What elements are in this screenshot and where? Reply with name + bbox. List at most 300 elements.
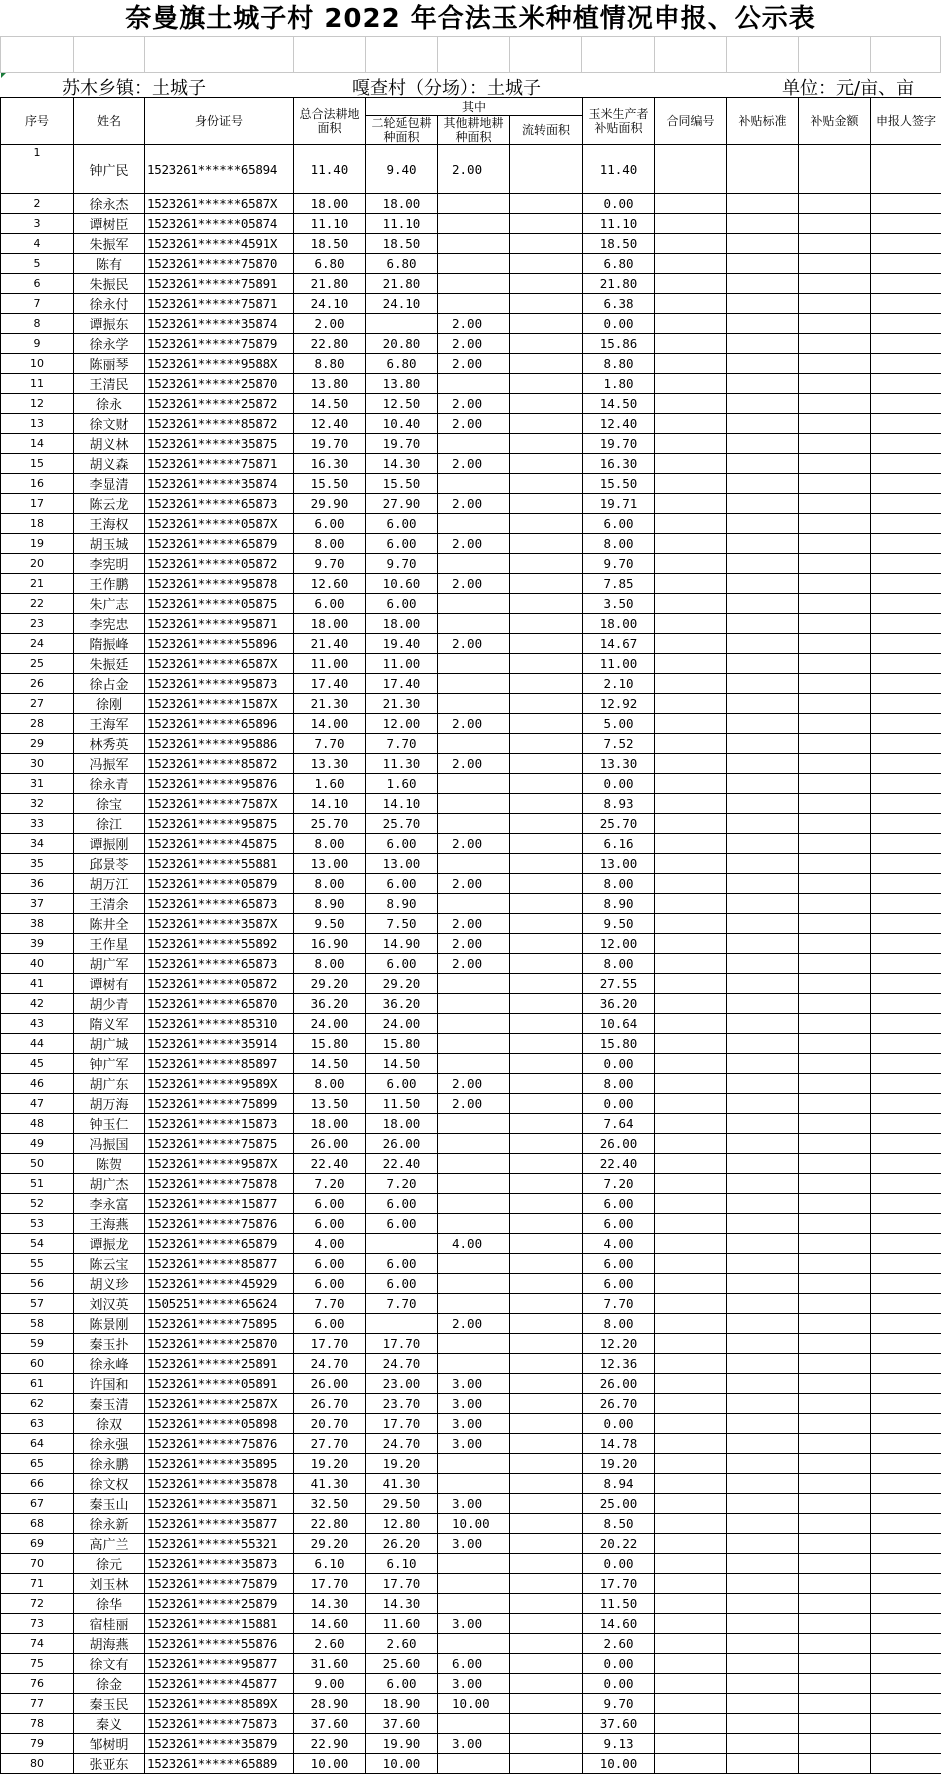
row-id-number: 1523261******75875 [145, 1134, 294, 1154]
row-transfer-area [510, 1694, 583, 1714]
row-subsidy-standard [727, 1274, 799, 1294]
row-subsidy-standard [727, 354, 799, 374]
row-contract-no [655, 1494, 727, 1514]
row-name: 秦玉清 [74, 1394, 145, 1414]
row-name: 邹树明 [74, 1734, 145, 1754]
row-id-number: 1523261******25879 [145, 1594, 294, 1614]
row-subsidy-standard [727, 234, 799, 254]
row-signature [871, 374, 941, 394]
table-row [1, 874, 941, 894]
row-total-area: 6.00 [294, 1194, 366, 1214]
row-signature [871, 1014, 941, 1034]
row-contract-area [366, 1314, 438, 1334]
table-row [1, 1194, 941, 1214]
row-id-number: 1523261******05874 [145, 214, 294, 234]
row-contract-area: 10.60 [366, 574, 438, 594]
row-signature [871, 1494, 941, 1514]
row-total-area: 31.60 [294, 1654, 366, 1674]
row-transfer-area [510, 1154, 583, 1174]
row-contract-area [366, 1234, 438, 1254]
table-row [1, 1394, 941, 1414]
row-id-number: 1523261******05891 [145, 1374, 294, 1394]
row-contract-no [655, 594, 727, 614]
row-signature [871, 774, 941, 794]
row-subsidy-amount [799, 754, 871, 774]
row-subsidy-amount [799, 1154, 871, 1174]
row-total-area: 13.30 [294, 754, 366, 774]
row-number: 42 [1, 994, 74, 1014]
row-other-area [438, 1254, 510, 1274]
row-subsidy-area: 11.00 [583, 654, 655, 674]
row-transfer-area [510, 214, 583, 234]
row-subsidy-standard [727, 1514, 799, 1534]
row-subsidy-amount [799, 314, 871, 334]
row-signature [871, 1114, 941, 1134]
row-contract-no [655, 1414, 727, 1434]
table-row [1, 254, 941, 274]
row-contract-no [655, 1154, 727, 1174]
row-signature [871, 254, 941, 274]
row-subsidy-standard [727, 1074, 799, 1094]
table-row [1, 1714, 941, 1734]
row-subsidy-standard [727, 1194, 799, 1214]
row-number: 26 [1, 674, 74, 694]
row-subsidy-amount [799, 614, 871, 634]
table-row [1, 954, 941, 974]
table-row [1, 614, 941, 634]
row-contract-area: 11.00 [366, 654, 438, 674]
row-name: 钟广民 [74, 145, 145, 194]
table-row [1, 1474, 941, 1494]
row-total-area: 22.80 [294, 334, 366, 354]
blank-spreadsheet-rows [0, 36, 941, 73]
table-row [1, 1074, 941, 1094]
header-amount: 补贴金额 [799, 98, 871, 145]
row-subsidy-amount [799, 1074, 871, 1094]
row-total-area: 36.20 [294, 994, 366, 1014]
row-subsidy-area: 6.00 [583, 1194, 655, 1214]
row-id-number: 1523261******25870 [145, 374, 294, 394]
row-contract-area: 6.00 [366, 1074, 438, 1094]
row-transfer-area [510, 1234, 583, 1254]
row-total-area: 8.90 [294, 894, 366, 914]
row-contract-area: 6.00 [366, 1214, 438, 1234]
row-signature [871, 474, 941, 494]
row-transfer-area [510, 1054, 583, 1074]
table-row [1, 814, 941, 834]
row-subsidy-amount [799, 974, 871, 994]
row-subsidy-standard [727, 314, 799, 334]
row-other-area [438, 854, 510, 874]
row-signature [871, 894, 941, 914]
table-row [1, 554, 941, 574]
row-subsidy-amount [799, 1754, 871, 1774]
row-contract-no [655, 834, 727, 854]
row-number: 54 [1, 1234, 74, 1254]
row-name: 李永富 [74, 1194, 145, 1214]
row-total-area: 41.30 [294, 1474, 366, 1494]
row-other-area [438, 994, 510, 1014]
row-subsidy-amount [799, 954, 871, 974]
row-contract-area: 6.00 [366, 1674, 438, 1694]
row-signature [871, 1234, 941, 1254]
row-contract-no [655, 145, 727, 194]
row-other-area [438, 374, 510, 394]
row-total-area: 17.40 [294, 674, 366, 694]
row-other-area [438, 294, 510, 314]
row-id-number: 1523261******45875 [145, 834, 294, 854]
row-subsidy-amount [799, 454, 871, 474]
row-id-number: 1523261******85877 [145, 1254, 294, 1274]
row-subsidy-standard [727, 1014, 799, 1034]
row-contract-area: 11.50 [366, 1094, 438, 1114]
row-total-area: 26.00 [294, 1134, 366, 1154]
row-signature [871, 574, 941, 594]
row-number: 72 [1, 1594, 74, 1614]
row-total-area: 6.00 [294, 1214, 366, 1234]
row-signature [871, 954, 941, 974]
row-number: 1 [1, 145, 74, 194]
row-contract-area: 11.60 [366, 1614, 438, 1634]
row-contract-area: 7.70 [366, 734, 438, 754]
row-contract-area: 10.00 [366, 1754, 438, 1774]
row-contract-area: 6.00 [366, 954, 438, 974]
row-id-number: 1523261******45877 [145, 1674, 294, 1694]
row-contract-no [655, 1254, 727, 1274]
row-other-area [438, 1754, 510, 1774]
row-signature [871, 1094, 941, 1114]
row-subsidy-area: 1.80 [583, 374, 655, 394]
row-contract-area: 6.00 [366, 874, 438, 894]
row-name: 朱振民 [74, 274, 145, 294]
row-id-number: 1523261******7587X [145, 794, 294, 814]
row-subsidy-amount [799, 1314, 871, 1334]
row-subsidy-area: 19.70 [583, 434, 655, 454]
row-total-area: 14.60 [294, 1614, 366, 1634]
row-contract-area: 36.20 [366, 994, 438, 1014]
row-other-area [438, 894, 510, 914]
row-transfer-area [510, 1034, 583, 1054]
row-contract-no [655, 454, 727, 474]
row-subsidy-area: 27.55 [583, 974, 655, 994]
row-transfer-area [510, 634, 583, 654]
row-subsidy-standard [727, 994, 799, 1014]
row-transfer-area [510, 1354, 583, 1374]
row-id-number: 1523261******65894 [145, 145, 294, 194]
row-subsidy-standard [727, 494, 799, 514]
row-subsidy-amount [799, 934, 871, 954]
row-subsidy-standard [727, 1594, 799, 1614]
row-subsidy-amount [799, 1454, 871, 1474]
row-id-number: 1523261******45929 [145, 1274, 294, 1294]
row-contract-no [655, 434, 727, 454]
row-transfer-area [510, 234, 583, 254]
row-transfer-area [510, 414, 583, 434]
row-name: 秦玉扑 [74, 1334, 145, 1354]
row-total-area: 12.40 [294, 414, 366, 434]
row-signature [871, 394, 941, 414]
row-contract-no [655, 1234, 727, 1254]
table-row [1, 1134, 941, 1154]
row-name: 胡义林 [74, 434, 145, 454]
row-subsidy-amount [799, 1734, 871, 1754]
row-other-area: 3.00 [438, 1674, 510, 1694]
row-id-number: 1523261******75895 [145, 1314, 294, 1334]
row-name: 秦玉山 [74, 1494, 145, 1514]
row-subsidy-amount [799, 374, 871, 394]
table-row [1, 274, 941, 294]
row-total-area: 32.50 [294, 1494, 366, 1514]
row-number: 15 [1, 454, 74, 474]
row-other-area: 2.00 [438, 394, 510, 414]
row-name: 陈贺 [74, 1154, 145, 1174]
row-subsidy-standard [727, 674, 799, 694]
row-subsidy-standard [727, 714, 799, 734]
row-contract-area: 19.70 [366, 434, 438, 454]
row-subsidy-standard [727, 1534, 799, 1554]
row-contract-area: 7.20 [366, 1174, 438, 1194]
table-row [1, 1514, 941, 1534]
row-transfer-area [510, 1714, 583, 1734]
row-other-area [438, 814, 510, 834]
header-total-area: 总合法耕地面积 [294, 98, 366, 145]
row-subsidy-area: 19.20 [583, 1454, 655, 1474]
row-contract-no [655, 1034, 727, 1054]
row-number: 48 [1, 1114, 74, 1134]
row-other-area [438, 594, 510, 614]
row-other-area [438, 774, 510, 794]
row-subsidy-area: 0.00 [583, 1674, 655, 1694]
row-number: 55 [1, 1254, 74, 1274]
table-row [1, 1534, 941, 1554]
row-other-area [438, 1554, 510, 1574]
row-signature [871, 1194, 941, 1214]
row-total-area: 20.70 [294, 1414, 366, 1434]
row-signature [871, 1034, 941, 1054]
row-contract-area: 12.00 [366, 714, 438, 734]
row-number: 19 [1, 534, 74, 554]
row-number: 47 [1, 1094, 74, 1114]
row-transfer-area [510, 494, 583, 514]
row-other-area [438, 1274, 510, 1294]
row-signature [871, 354, 941, 374]
row-name: 李宪忠 [74, 614, 145, 634]
row-number: 65 [1, 1454, 74, 1474]
row-subsidy-area: 6.00 [583, 1214, 655, 1234]
table-row [1, 194, 941, 214]
table-row [1, 494, 941, 514]
row-subsidy-standard [727, 1634, 799, 1654]
table-row [1, 734, 941, 754]
row-subsidy-amount [799, 1514, 871, 1534]
row-subsidy-area: 6.80 [583, 254, 655, 274]
row-total-area: 9.00 [294, 1674, 366, 1694]
row-name: 徐文财 [74, 414, 145, 434]
row-subsidy-amount [799, 394, 871, 414]
row-signature [871, 674, 941, 694]
table-row [1, 654, 941, 674]
row-id-number: 1523261******95878 [145, 574, 294, 594]
row-contract-no [655, 514, 727, 534]
row-transfer-area [510, 754, 583, 774]
row-other-area [438, 694, 510, 714]
table-row [1, 1294, 941, 1314]
row-contract-area: 24.70 [366, 1354, 438, 1374]
row-subsidy-standard [727, 954, 799, 974]
row-transfer-area [510, 1554, 583, 1574]
row-number: 4 [1, 234, 74, 254]
row-contract-no [655, 334, 727, 354]
row-transfer-area [510, 1334, 583, 1354]
row-subsidy-amount [799, 1634, 871, 1654]
row-number: 24 [1, 634, 74, 654]
row-other-area: 10.00 [438, 1514, 510, 1534]
row-contract-no [655, 214, 727, 234]
table-row [1, 1614, 941, 1634]
row-subsidy-amount [799, 1094, 871, 1114]
row-id-number: 1523261******05872 [145, 974, 294, 994]
row-total-area: 13.50 [294, 1094, 366, 1114]
row-transfer-area [510, 434, 583, 454]
table-row [1, 934, 941, 954]
row-subsidy-amount [799, 254, 871, 274]
row-id-number: 1523261******65889 [145, 1754, 294, 1774]
row-number: 75 [1, 1654, 74, 1674]
row-id-number: 1523261******65879 [145, 534, 294, 554]
table-row [1, 914, 941, 934]
row-subsidy-amount [799, 994, 871, 1014]
row-id-number: 1523261******55876 [145, 1634, 294, 1654]
row-transfer-area [510, 894, 583, 914]
row-subsidy-standard [727, 1734, 799, 1754]
row-id-number: 1523261******35874 [145, 474, 294, 494]
row-subsidy-standard [727, 1494, 799, 1514]
row-subsidy-amount [799, 694, 871, 714]
row-subsidy-standard [727, 1714, 799, 1734]
row-other-area: 2.00 [438, 1074, 510, 1094]
row-transfer-area [510, 694, 583, 714]
row-id-number: 1523261******35873 [145, 1554, 294, 1574]
row-contract-area: 21.30 [366, 694, 438, 714]
row-signature [871, 1574, 941, 1594]
row-name: 朱广志 [74, 594, 145, 614]
row-number: 38 [1, 914, 74, 934]
row-number: 18 [1, 514, 74, 534]
row-signature [871, 1394, 941, 1414]
row-total-area: 8.00 [294, 1074, 366, 1094]
row-subsidy-area: 0.00 [583, 1554, 655, 1574]
row-subsidy-area: 26.00 [583, 1374, 655, 1394]
row-id-number: 1523261******65896 [145, 714, 294, 734]
row-contract-no [655, 294, 727, 314]
row-total-area: 11.00 [294, 654, 366, 674]
row-signature [871, 1274, 941, 1294]
row-subsidy-standard [727, 1654, 799, 1674]
row-number: 49 [1, 1134, 74, 1154]
row-transfer-area [510, 474, 583, 494]
row-other-area: 2.00 [438, 1314, 510, 1334]
row-id-number: 1523261******55896 [145, 634, 294, 654]
table-row [1, 1234, 941, 1254]
row-total-area: 15.50 [294, 474, 366, 494]
row-subsidy-amount [799, 234, 871, 254]
row-subsidy-area: 4.00 [583, 1234, 655, 1254]
header-contract-no: 合同编号 [655, 98, 727, 145]
row-other-area: 3.00 [438, 1494, 510, 1514]
row-contract-area: 27.90 [366, 494, 438, 514]
row-signature [871, 1694, 941, 1714]
row-signature [871, 974, 941, 994]
row-subsidy-amount [799, 874, 871, 894]
row-total-area: 14.00 [294, 714, 366, 734]
row-subsidy-standard [727, 1394, 799, 1414]
row-id-number: 1523261******65873 [145, 494, 294, 514]
row-total-area: 19.20 [294, 1454, 366, 1474]
row-transfer-area [510, 674, 583, 694]
row-contract-area: 19.40 [366, 634, 438, 654]
row-signature [871, 1314, 941, 1334]
row-id-number: 1523261******4591X [145, 234, 294, 254]
row-transfer-area [510, 1194, 583, 1214]
row-contract-area: 6.00 [366, 1254, 438, 1274]
row-transfer-area [510, 1214, 583, 1234]
row-id-number: 1523261******6587X [145, 194, 294, 214]
row-contract-area: 6.10 [366, 1554, 438, 1574]
row-subsidy-amount [799, 334, 871, 354]
row-name: 徐元 [74, 1554, 145, 1574]
row-other-area [438, 474, 510, 494]
table-row [1, 214, 941, 234]
row-subsidy-amount [799, 1214, 871, 1234]
row-name: 朱振军 [74, 234, 145, 254]
row-contract-no [655, 794, 727, 814]
row-subsidy-amount [799, 1674, 871, 1694]
table-row [1, 1314, 941, 1334]
row-subsidy-standard [727, 1414, 799, 1434]
row-number: 46 [1, 1074, 74, 1094]
row-id-number: 1523261******05875 [145, 594, 294, 614]
row-transfer-area [510, 1254, 583, 1274]
row-total-area: 13.00 [294, 854, 366, 874]
row-contract-no [655, 314, 727, 334]
row-contract-no [655, 854, 727, 874]
row-contract-no [655, 694, 727, 714]
row-subsidy-standard [727, 1694, 799, 1714]
row-contract-no [655, 474, 727, 494]
row-other-area: 2.00 [438, 714, 510, 734]
row-total-area: 37.60 [294, 1714, 366, 1734]
table-row [1, 1254, 941, 1274]
row-signature [871, 145, 941, 194]
row-subsidy-amount [799, 554, 871, 574]
row-contract-area: 14.90 [366, 934, 438, 954]
row-signature [871, 634, 941, 654]
table-row [1, 1694, 941, 1714]
row-id-number: 1523261******65870 [145, 994, 294, 1014]
row-contract-no [655, 354, 727, 374]
row-id-number: 1523261******75871 [145, 454, 294, 474]
row-subsidy-standard [727, 1054, 799, 1074]
row-subsidy-standard [727, 1674, 799, 1694]
row-signature [871, 1174, 941, 1194]
row-transfer-area [510, 914, 583, 934]
row-signature [871, 994, 941, 1014]
table-row [1, 894, 941, 914]
row-subsidy-area: 8.00 [583, 954, 655, 974]
row-total-area: 29.90 [294, 494, 366, 514]
row-name: 胡义森 [74, 454, 145, 474]
row-name: 胡广杰 [74, 1174, 145, 1194]
